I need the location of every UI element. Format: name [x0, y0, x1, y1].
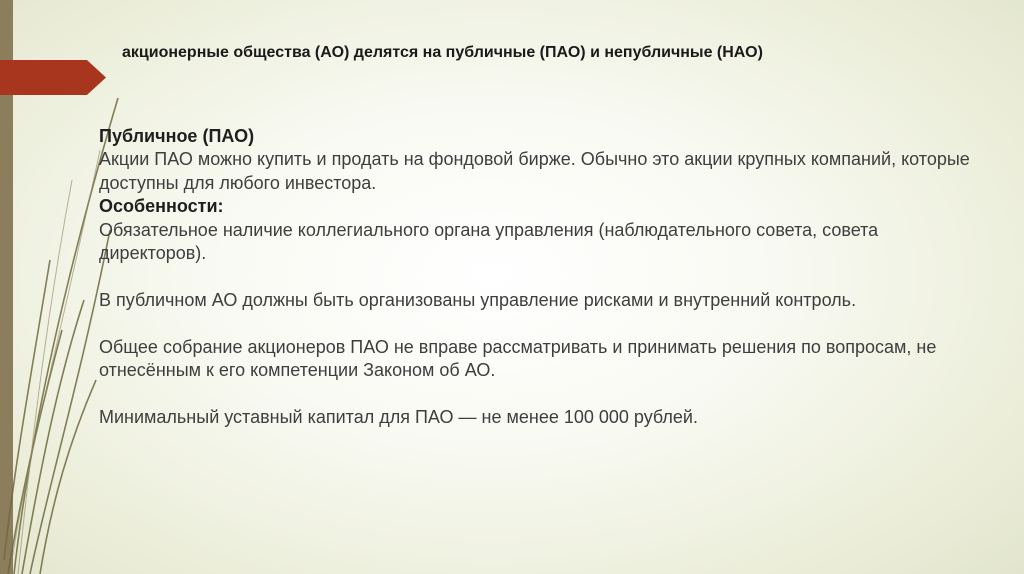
feature-paragraph: Обязательное наличие коллегиального органа управления (наблюдательного совета, совета директоров).	[99, 219, 879, 264]
slide-title: акционерные общества (АО) делятся на публичные (ПАО) и непубличные (НАО)	[122, 44, 763, 61]
features-label: Особенности:	[99, 196, 224, 217]
feature-paragraph: Минимальный уставный капитал для ПАО — не менее 100 000 рублей.	[99, 406, 698, 427]
intro-paragraph: Акции ПАО можно купить и продать на фондовой бирже. Обычно это акции крупных компаний, которые доступны для любого инвестора.	[99, 149, 970, 193]
section-heading: Публичное (ПАО)	[99, 126, 255, 146]
slide-body	[99, 125, 989, 429]
title-accent-arrow	[0, 60, 106, 95]
feature-paragraph: В публичном АО должны быть организованы управление рисками и внутренний контроль.	[99, 289, 857, 310]
feature-paragraph: Общее собрание акционеров ПАО не вправе рассматривать и принимать решения по вопросам, не отнесённым к его компетенции Законом об АО.	[99, 336, 937, 381]
